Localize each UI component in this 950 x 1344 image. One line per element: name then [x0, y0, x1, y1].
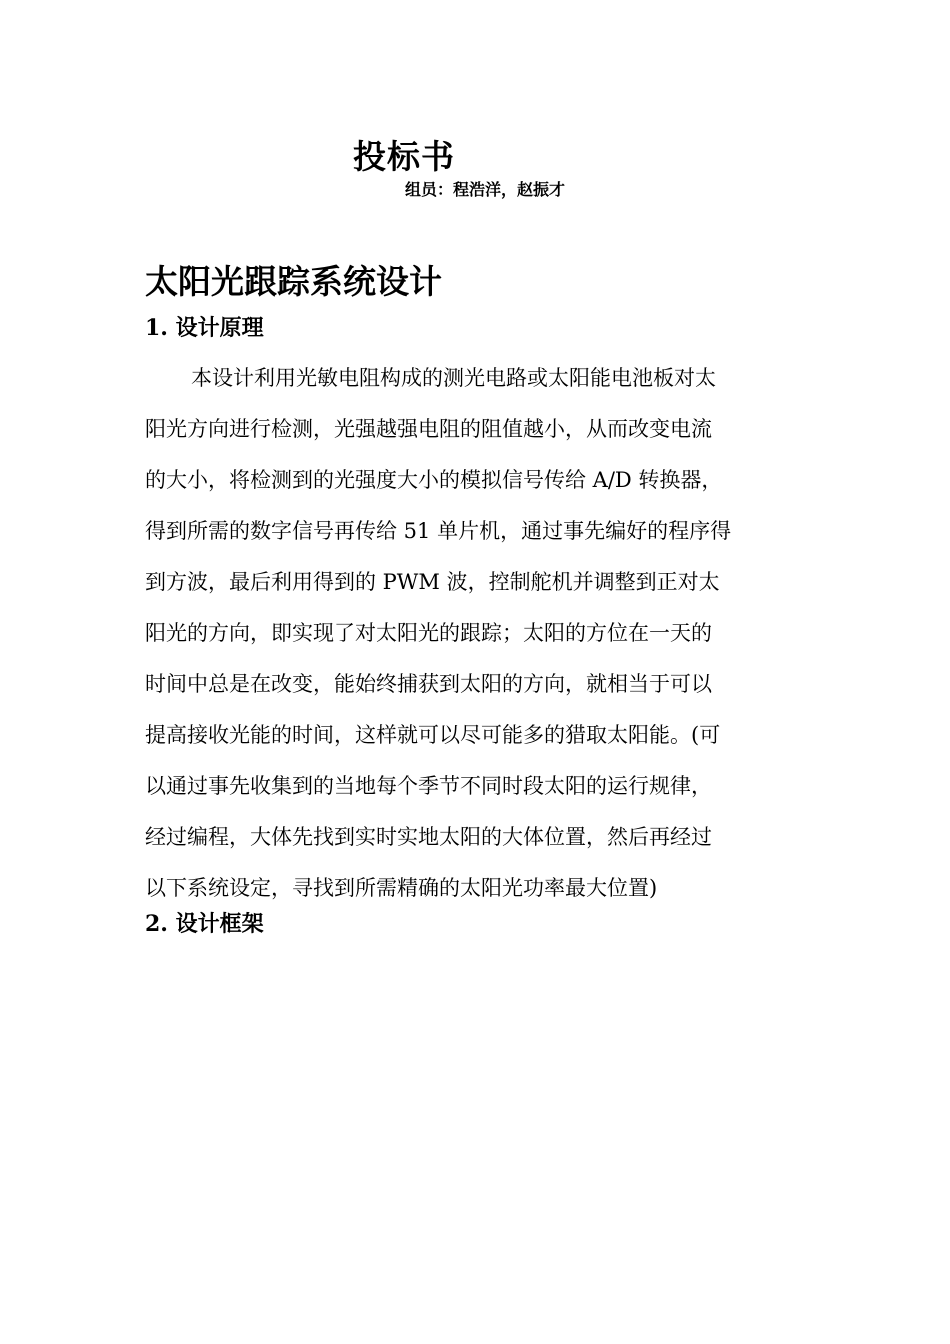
section-heading-design-framework: 2. 设计框架	[145, 911, 264, 937]
section-heading-design-principle: 1. 设计原理	[145, 315, 264, 341]
paragraph-line: 时间中总是在改变，能始终捕获到太阳的方向，就相当于可以	[145, 672, 712, 696]
paragraph-line: 提高接收光能的时间，这样就可以尽可能多的猎取太阳能。(可	[145, 723, 721, 747]
paragraph-line: 得到所需的数字信号再传给 51 单片机，通过事先编好的程序得	[145, 519, 732, 543]
paragraph-line: 本设计利用光敏电阻构成的测光电路或太阳能电池板对太	[191, 366, 716, 390]
paragraph-line: 以下系统设定，寻找到所需精确的太阳光功率最大位置)	[145, 876, 658, 900]
design-principle-paragraph	[145, 358, 815, 919]
paragraph-line: 经过编程，大体先找到实时实地太阳的大体位置，然后再经过	[145, 825, 712, 849]
group-members: 组员：程浩洋，赵振才	[405, 180, 566, 199]
paragraph-line: 阳光的方向，即实现了对太阳光的跟踪；太阳的方位在一天的	[145, 621, 712, 645]
paragraph-line: 以通过事先收集到的当地每个季节不同时段太阳的运行规律，	[145, 774, 712, 798]
paragraph-line: 到方波，最后利用得到的 PWM 波，控制舵机并调整到正对太	[145, 570, 720, 594]
paragraph-line: 阳光方向进行检测，光强越强电阻的阻值越小，从而改变电流	[145, 417, 712, 441]
paragraph-line: 的大小，将检测到的光强度大小的模拟信号传给 A/D 转换器，	[145, 468, 723, 492]
document-title: 投标书	[353, 137, 455, 176]
main-title: 太阳光跟踪系统设计	[145, 262, 442, 301]
